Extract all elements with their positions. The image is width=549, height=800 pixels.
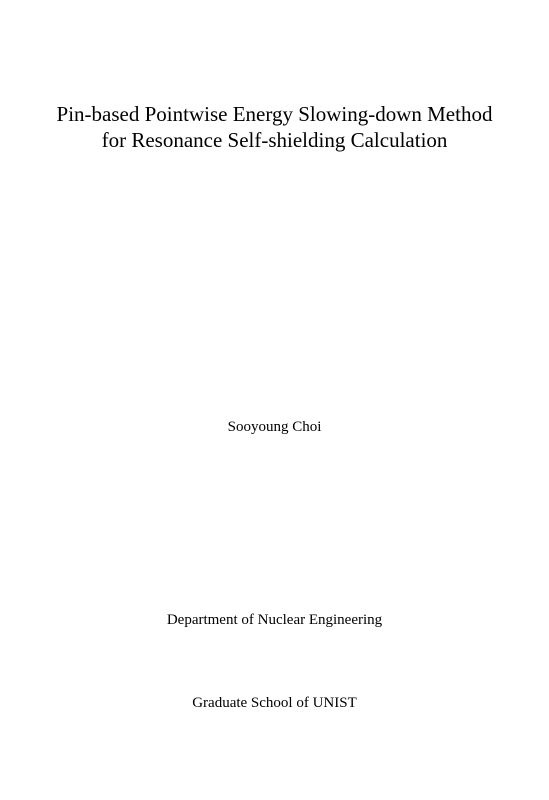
school-name: Graduate School of UNIST <box>192 695 357 711</box>
thesis-title-line-1: Pin-based Pointwise Energy Slowing-down Method <box>56 102 493 126</box>
thesis-title-line-2: for Resonance Self-shielding Calculation <box>101 128 448 152</box>
author-name: Sooyoung Choi <box>227 419 322 435</box>
department-name: Department of Nuclear Engineering <box>166 612 383 628</box>
thesis-title <box>0 101 549 153</box>
